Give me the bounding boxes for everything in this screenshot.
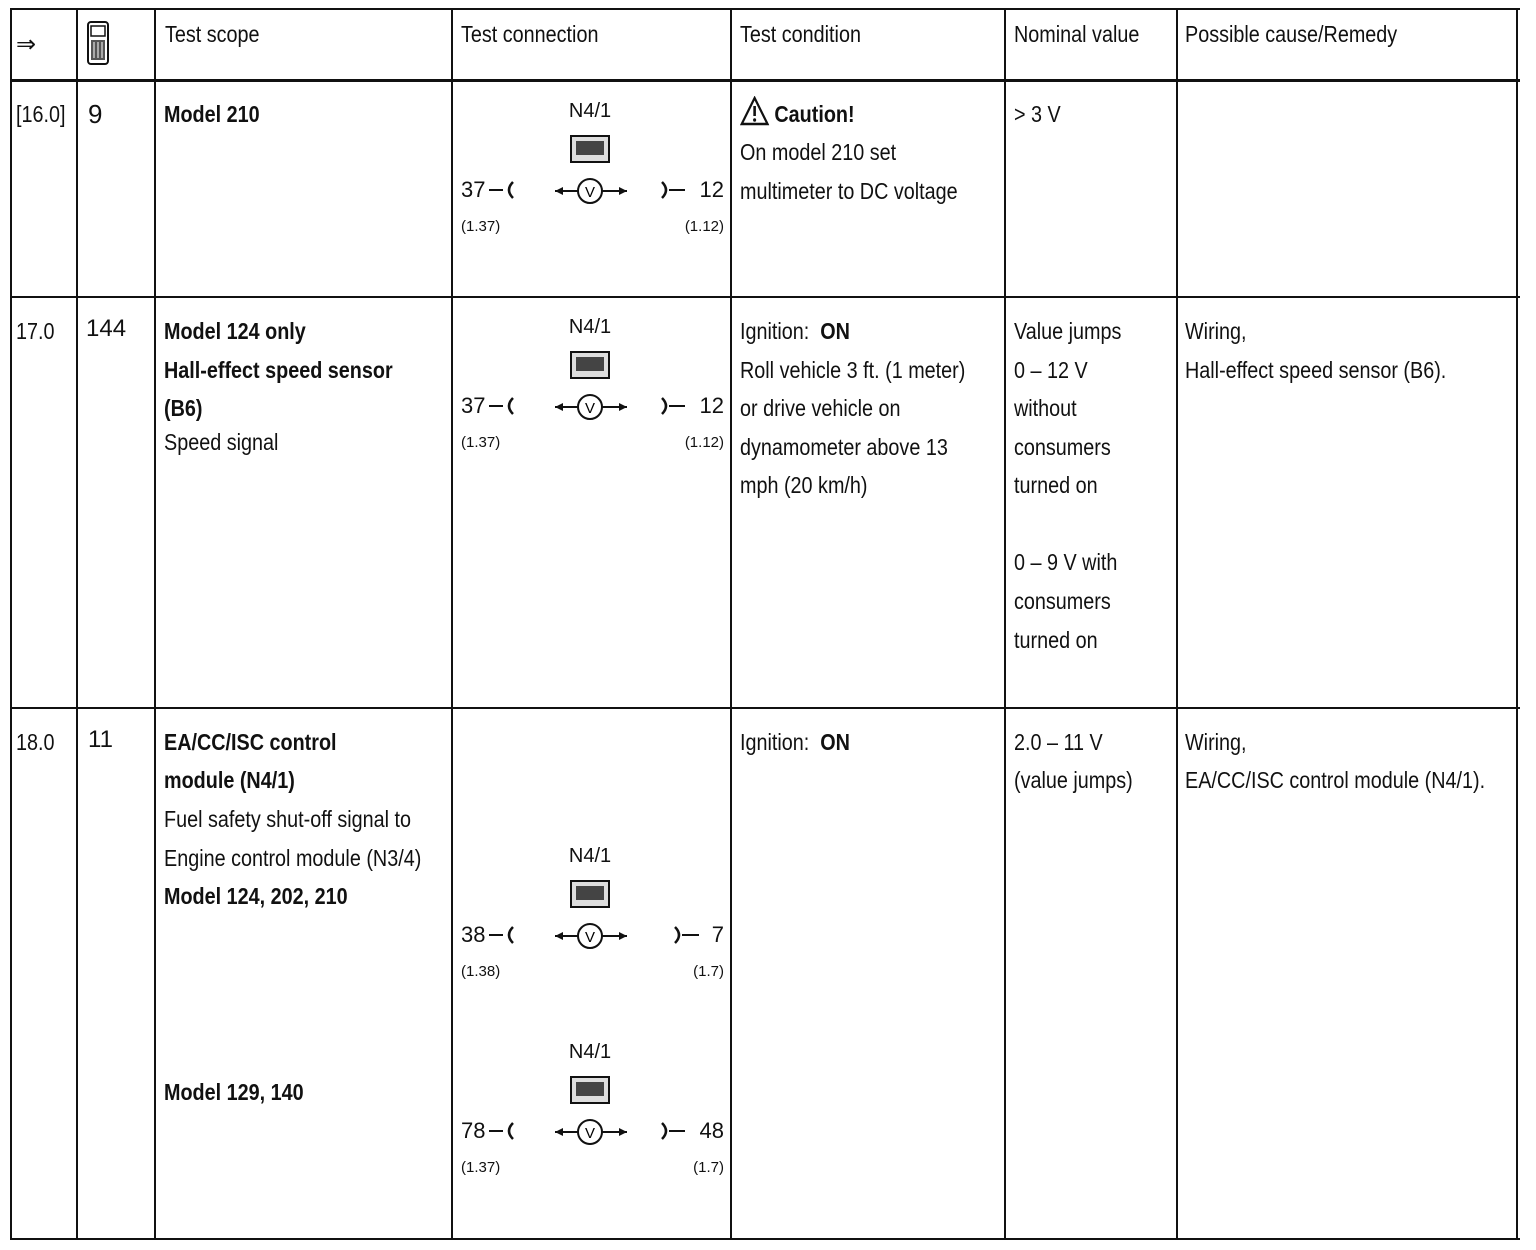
nominal-value: > 3 V: [1014, 101, 1061, 127]
possible-cause: Wiring,: [1185, 318, 1247, 344]
header-possible-cause: Possible cause/Remedy: [1185, 21, 1398, 47]
scope-description: Fuel safety shut-off signal to: [164, 806, 412, 832]
pin-right-ref: (1.12): [684, 434, 724, 451]
header-test-scope: Test scope: [165, 21, 260, 47]
svg-text:V: V: [584, 929, 596, 946]
module-label: N4/1: [568, 1041, 612, 1063]
col-line-0: [10, 8, 12, 1240]
condition-line: dynamometer above 13: [740, 434, 948, 460]
pin-right: 48: [699, 1118, 724, 1143]
pin-left-ref: (1.38): [461, 963, 501, 980]
nominal-value: Value jumps: [1014, 318, 1122, 344]
pin-left-ref: (1.37): [461, 434, 501, 451]
condition-line: or drive vehicle on: [740, 395, 901, 421]
caution-label: Caution!: [774, 101, 855, 127]
step-number: [16.0]: [16, 101, 66, 127]
col-line-6: [1176, 8, 1178, 1240]
meter-position: 144: [86, 315, 127, 342]
nominal-value: 2.0 – 11 V: [1014, 729, 1103, 755]
module-label: N4/1: [568, 845, 612, 867]
pin-right: 12: [699, 393, 724, 418]
pin-right-ref: (1.7): [693, 963, 724, 980]
condition-ignition: [740, 723, 850, 762]
condition-label: Ignition:: [740, 318, 810, 344]
pin-left: 38: [461, 922, 486, 947]
condition-line: multimeter to DC voltage: [740, 178, 958, 204]
col-line-3: [451, 8, 453, 1240]
scope-models-b: Model 129, 140: [164, 1079, 304, 1105]
pin-right: 12: [699, 177, 724, 202]
svg-text:V: V: [584, 400, 596, 417]
test-connection-diagram: [455, 100, 730, 250]
condition-line: On model 210 set: [740, 139, 897, 165]
pin-left: 37: [461, 177, 486, 202]
nominal-value: 0 – 9 V with: [1014, 549, 1118, 575]
col-line-5: [1004, 8, 1006, 1240]
meter-position: 9: [88, 99, 103, 129]
nominal-value: turned on: [1014, 472, 1098, 498]
meter-position: 11: [88, 726, 113, 753]
pin-right-ref: (1.12): [684, 218, 724, 235]
condition-label: Ignition:: [740, 729, 810, 755]
possible-cause: Wiring,: [1185, 729, 1247, 755]
row-divider-2: [10, 707, 1520, 709]
step-number: 18.0: [16, 729, 55, 755]
condition-value: ON: [820, 318, 850, 344]
col-line-4: [730, 8, 732, 1240]
nominal-value: without: [1014, 395, 1077, 421]
header-nominal-value: Nominal value: [1014, 21, 1140, 47]
nominal-value: consumers: [1014, 434, 1111, 460]
pin-left-ref: (1.37): [461, 218, 501, 235]
scope-description: Speed signal: [164, 429, 279, 455]
caution-heading: [740, 95, 855, 134]
header-test-condition: Test condition: [740, 21, 861, 47]
scope-title: (B6): [164, 395, 203, 421]
test-connection-diagram-a: [455, 845, 730, 995]
module-label: N4/1: [568, 316, 612, 338]
svg-text:V: V: [584, 1125, 596, 1142]
pin-left: 78: [461, 1118, 486, 1143]
possible-cause: Hall-effect speed sensor (B6).: [1185, 357, 1447, 383]
warning-triangle-icon: [740, 96, 769, 126]
header-test-connection: Test connection: [461, 21, 599, 47]
condition-line: Roll vehicle 3 ft. (1 meter): [740, 357, 966, 383]
row-divider-1: [10, 296, 1520, 298]
scope-title: EA/CC/ISC control: [164, 729, 337, 755]
test-connection-diagram-b: [455, 1041, 730, 1191]
scope-models-a: Model 124, 202, 210: [164, 883, 348, 909]
nominal-value: 0 – 12 V: [1014, 357, 1088, 383]
scope-title: Model 210: [164, 101, 260, 127]
table-border-top: [10, 8, 1520, 10]
col-line-7: [1516, 8, 1518, 1240]
condition-value: ON: [820, 729, 850, 755]
pin-left: 37: [461, 393, 486, 418]
nominal-value: (value jumps): [1014, 767, 1133, 793]
scope-title: Hall-effect speed sensor: [164, 357, 393, 383]
nominal-value: consumers: [1014, 588, 1111, 614]
scope-title: module (N4/1): [164, 767, 295, 793]
scope-title: Model 124 only: [164, 318, 306, 344]
arrow-right-icon: ⇒: [16, 31, 37, 58]
nominal-value: turned on: [1014, 627, 1098, 653]
multimeter-icon: [86, 20, 110, 71]
col-line-2: [154, 8, 156, 1240]
scope-description: Engine control module (N3/4): [164, 845, 422, 871]
svg-text:V: V: [584, 184, 596, 201]
header-divider: [10, 79, 1520, 82]
pin-right-ref: (1.7): [693, 1159, 724, 1176]
table-border-bottom: [10, 1238, 1520, 1240]
test-connection-diagram: [455, 316, 730, 466]
possible-cause: EA/CC/ISC control module (N4/1).: [1185, 767, 1486, 793]
condition-ignition: [740, 312, 850, 351]
step-number: 17.0: [16, 318, 55, 344]
module-label: N4/1: [568, 100, 612, 122]
condition-line: mph (20 km/h): [740, 472, 868, 498]
pin-right: 7: [711, 922, 724, 947]
col-line-1: [76, 8, 78, 1240]
pin-left-ref: (1.37): [461, 1159, 501, 1176]
